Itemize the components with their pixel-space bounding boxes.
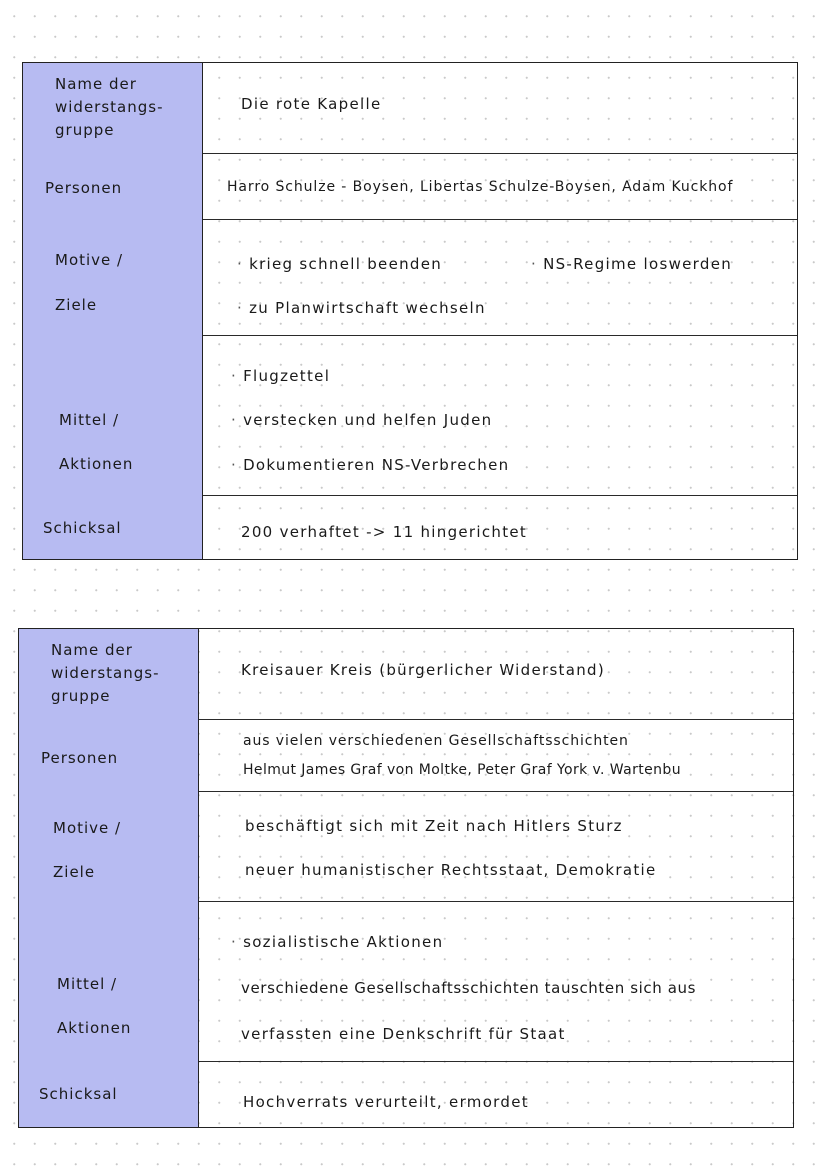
row-schicksal [23,495,797,559]
label-cell [19,1061,199,1127]
mittel-item: · verstecken und helfen Juden [231,411,492,429]
row-personen [19,719,793,792]
mittel-item: · Flugzettel [231,367,330,385]
label-cell [23,495,203,559]
row-schicksal [19,1061,793,1127]
label-schicksal: Schicksal [43,519,122,537]
mittel-item: · Dokumentieren NS-Verbrechen [231,456,509,474]
schicksal-value: 200 verhaftet -> 11 hingerichtet [241,523,528,541]
resistance-table-rote-kapelle [22,62,798,560]
group-name-value: Kreisauer Kreis (bürgerlicher Widerstand) [241,661,606,679]
label-name-line1: Name der [55,75,137,93]
group-name-value: Die rote Kapelle [241,95,382,113]
label-name-line2: widerstangs- [51,664,160,682]
row-personen [23,153,797,220]
motive-item: · NS-Regime loswerden [531,255,732,273]
mittel-item: verfassten eine Denkschrift für Staat [241,1025,566,1043]
schicksal-value: Hochverrats verurteilt, ermordet [243,1093,529,1111]
row-mittel-aktionen [23,335,797,496]
row-group-name [23,63,797,154]
label-ziele: Ziele [53,863,96,881]
label-cell [23,219,203,335]
label-aktionen: Aktionen [59,455,134,473]
motive-item: · krieg schnell beenden [237,255,442,273]
label-name-line3: gruppe [51,687,111,705]
label-cell [19,629,199,719]
personen-item: aus vielen verschiedenen Gesellschaftsschichten [243,733,629,749]
personen-item: Helmut James Graf von Moltke, Peter Graf York v. Wartenbu [243,762,681,778]
motive-item: · zu Planwirtschaft wechseln [237,299,486,317]
motive-item: neuer humanistischer Rechtsstaat, Demokratie [245,861,657,879]
label-schicksal: Schicksal [39,1085,118,1103]
mittel-item: · sozialistische Aktionen [231,933,443,951]
resistance-table-kreisauer-kreis [18,628,794,1128]
label-name-line3: gruppe [55,121,115,139]
personen-value: Harro Schulze - Boysen, Libertas Schulze-Boysen, Adam Kuckhof [227,179,734,195]
label-cell [19,791,199,901]
label-mittel: Mittel / [57,975,118,993]
label-personen: Personen [45,179,123,197]
motive-item: beschäftigt sich mit Zeit nach Hitlers Sturz [245,817,623,835]
label-motive: Motive / [53,819,122,837]
label-cell [19,719,199,791]
row-motive-ziele [23,219,797,336]
label-personen: Personen [41,749,119,767]
label-name-line2: widerstangs- [55,98,164,116]
label-cell [23,63,203,153]
mittel-item: verschiedene Gesellschaftsschichten tauschten sich aus [241,979,697,997]
label-aktionen: Aktionen [57,1019,132,1037]
label-motive: Motive / [55,251,124,269]
row-motive-ziele [19,791,793,902]
label-name-line1: Name der [51,641,133,659]
label-mittel: Mittel / [59,411,120,429]
row-mittel-aktionen [19,901,793,1062]
label-cell [23,335,203,495]
label-cell [19,901,199,1061]
label-cell [23,153,203,219]
row-group-name [19,629,793,720]
label-ziele: Ziele [55,296,98,314]
